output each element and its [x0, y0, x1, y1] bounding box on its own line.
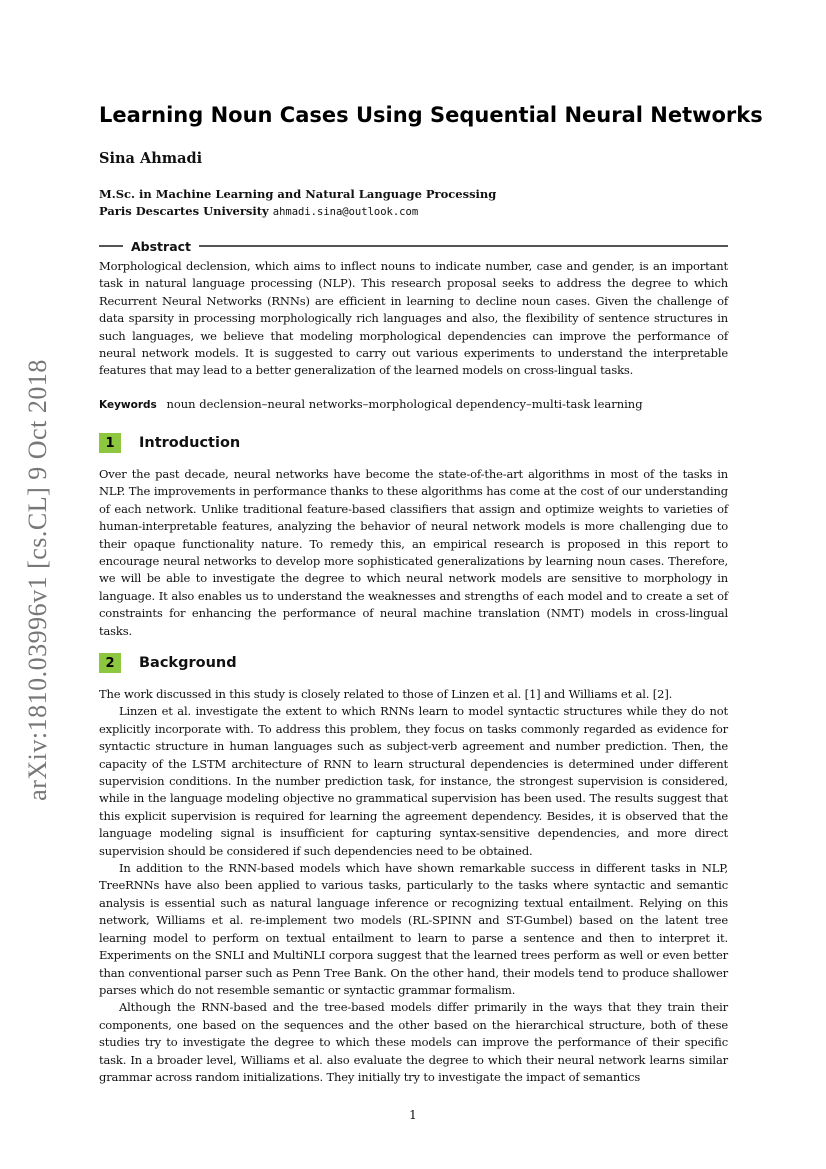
page-number: 1 [409, 1108, 417, 1122]
abstract-rule-right [199, 245, 728, 247]
paragraph: The work discussed in this study is closely related to those of Linzen et al. [1] and Williams et al. [2]. [99, 687, 673, 701]
paragraph: In addition to the RNN-based models which have shown remarkable success in different tasks in NLP, TreeRNNs have also been applied to various tasks, particularly to the tasks where syntactic and semantic analysis is essential such as natural language inference or recognizing textual entailment. Relying on this network, Williams et al. re-implement two models (RL-SPINN and ST-Gumbel) based on the latent tree learning model to perform on textual entailment to learn to parse a sentence and then to interpret it. Experiments on the SNLI and MultiNLI corpora suggest that the learned trees perform as well or even better than conventional parser such as Penn Tree Bank. On the other hand, their models tend to produce shallower parses which do not resemble semantic or syntactic grammar formalism. [99, 861, 728, 997]
paper-title: Learning Noun Cases Using Sequential Neural Networks [99, 103, 763, 127]
section-number: 1 [99, 433, 121, 453]
background-body [99, 686, 728, 1086]
author-name: Sina Ahmadi [99, 150, 203, 167]
keywords-text: noun declension–neural networks–morphological dependency–multi-task learning [166, 397, 643, 411]
section-title: Introduction [139, 435, 241, 451]
paragraph: Although the RNN-based and the tree-based models differ primarily in the ways that they train their components, one based on the sequences and the other based on the hierarchical structure, both of these studies try to investigate the degree to which these models can improve the performance of their specific task. In a broader level, Williams et al. also evaluate the degree to which their neural network learns similar grammar across random initializations. They initially try to investigate the impact of semantics [99, 1000, 728, 1084]
paragraph: Linzen et al. investigate the extent to which RNNs learn to model syntactic structures while they do not explicitly incorporate with. To address this problem, they focus on tasks commonly regarded as evidence for syntactic structure in human languages such as subject-verb agreement and number prediction. Then, the capacity of the LSTM architecture of RNN to learn structural dependencies is determined under different supervision conditions. In the number prediction task, for instance, the strongest supervision is considered, while in the language modeling objective no grammatical supervision has been used. The results suggest that this explicit supervision is required for learning the agreement dependency. Besides, it is observed that the language modeling signal is insufficient for capturing syntax-sensitive dependencies, and more direct supervision should be considered if such dependencies need to be obtained. [99, 704, 728, 858]
abstract-rule-left [99, 245, 123, 247]
author-email[interactable]: ahmadi.sina@outlook.com [272, 206, 419, 218]
abstract-text: Morphological declension, which aims to inflect nouns to indicate number, case and gender, is an important task in natural language processing (NLP). This research proposal seeks to address the degree to which Recurrent Neural Networks (RNNs) are efficient in learning to decline noun cases. Given the challenge of data sparsity in processing morphologically rich languages and also, the flexibility of sentence structures in such languages, we believe that modeling morphological dependencies can improve the performance of neural network models. It is suggested to carry out various experiments to understand the interpretable features that may lead to a better generalization of the learned models on cross-lingual tasks. [99, 259, 728, 378]
paragraph: Over the past decade, neural networks have become the state-of-the-art algorithms in most of the tasks in NLP. The improvements in performance thanks to these algorithms has come at the cost of our understanding of each network. Unlike traditional feature-based classifiers that assign and optimize weights to varieties of human-interpretable features, analyzing the behavior of neural network models is more challenging due to their opaque functionality nature. To remedy this, an empirical research is proposed in this report to encourage neural networks to develop more sophisticated generalizations by learning noun cases. Therefore, we will be able to investigate the degree to which neural network models are sensitive to morphology in language. It also enables us to understand the weaknesses and strengths of each model and to create a set of constraints for enhancing the performance of neural machine translation (NMT) models in cross-lingual tasks. [99, 467, 728, 638]
section-title: Background [139, 655, 237, 671]
section-number: 2 [99, 653, 121, 673]
affiliation-program: M.Sc. in Machine Learning and Natural Language Processing [99, 187, 497, 201]
keywords [99, 397, 728, 411]
section-heading-introduction [99, 433, 240, 453]
affiliation-university [99, 204, 418, 218]
abstract-label: Abstract [131, 238, 192, 254]
arxiv-identifier: arXiv:1810.03996v1 [cs.CL] 9 Oct 2018 [23, 359, 52, 801]
university-name: Paris Descartes University [99, 204, 269, 218]
abstract-heading [99, 238, 728, 254]
introduction-body [99, 466, 728, 640]
keywords-label: Keywords [99, 399, 157, 411]
section-heading-background [99, 653, 237, 673]
